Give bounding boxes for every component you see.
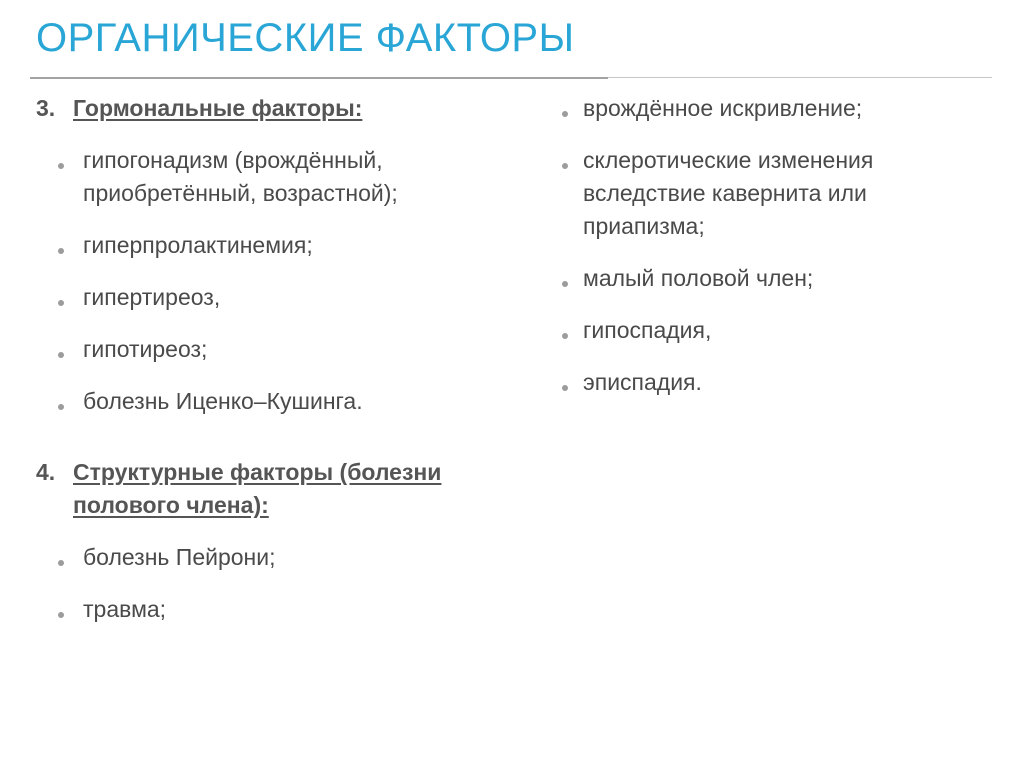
list-item-text: гипогонадизм (врождённый, приобретённый, возрастной); (83, 147, 398, 206)
list-item (36, 385, 556, 418)
list-item-text: болезнь Иценко–Кушинга. (83, 388, 363, 414)
section-4-number: 4. (36, 459, 56, 485)
bullet-icon (560, 92, 572, 125)
title-divider-dark (30, 77, 608, 79)
list-item-text: малый половой член; (583, 265, 814, 291)
list-item-text: травма; (83, 596, 167, 622)
bullet-icon (56, 333, 68, 366)
bullet-icon (560, 366, 572, 399)
bullet-icon (56, 593, 68, 626)
list-item (36, 333, 556, 366)
list-item (36, 593, 556, 626)
section-3-heading (36, 92, 556, 125)
list-item (560, 92, 980, 125)
bullet-icon (56, 229, 68, 262)
list-item-text: гипертиреоз, (83, 284, 221, 310)
list-item (36, 541, 556, 574)
list-item-text: эписпадия. (583, 369, 702, 395)
list-item-text: гипотиреоз; (83, 336, 208, 362)
section-4-title: Структурные факторы (болезни полового члена): (73, 459, 442, 518)
list-item (36, 144, 556, 210)
list-item-text: гиперпролактинемия; (83, 232, 313, 258)
list-item-text: склеротические изменения вследствие кавернита или приапизма; (583, 147, 874, 239)
right-list (560, 92, 980, 399)
bullet-icon (560, 144, 572, 177)
bullet-icon (56, 281, 68, 314)
bullet-icon (56, 385, 68, 418)
list-item (560, 144, 980, 243)
list-item (560, 366, 980, 399)
bullet-icon (56, 541, 68, 574)
bullet-icon (560, 314, 572, 347)
list-item (560, 262, 980, 295)
section-3-number: 3. (36, 95, 56, 121)
left-column (36, 92, 556, 626)
list-item (36, 281, 556, 314)
bullet-icon (560, 262, 572, 295)
list-item (36, 229, 556, 262)
section-4-list (36, 541, 556, 626)
list-item-text: гипоспадия, (583, 317, 712, 343)
section-3-title: Гормональные факторы: (73, 95, 363, 121)
list-item-text: болезнь Пейрони; (83, 544, 276, 570)
slide-title: ОРГАНИЧЕСКИЕ ФАКТОРЫ (36, 16, 575, 60)
list-item-text: врождённое искривление; (583, 95, 863, 121)
list-item (560, 314, 980, 347)
right-column (560, 92, 980, 399)
section-3-list (36, 144, 556, 418)
section-4-heading (36, 456, 556, 522)
title-divider-light (608, 77, 992, 78)
bullet-icon (56, 144, 68, 177)
